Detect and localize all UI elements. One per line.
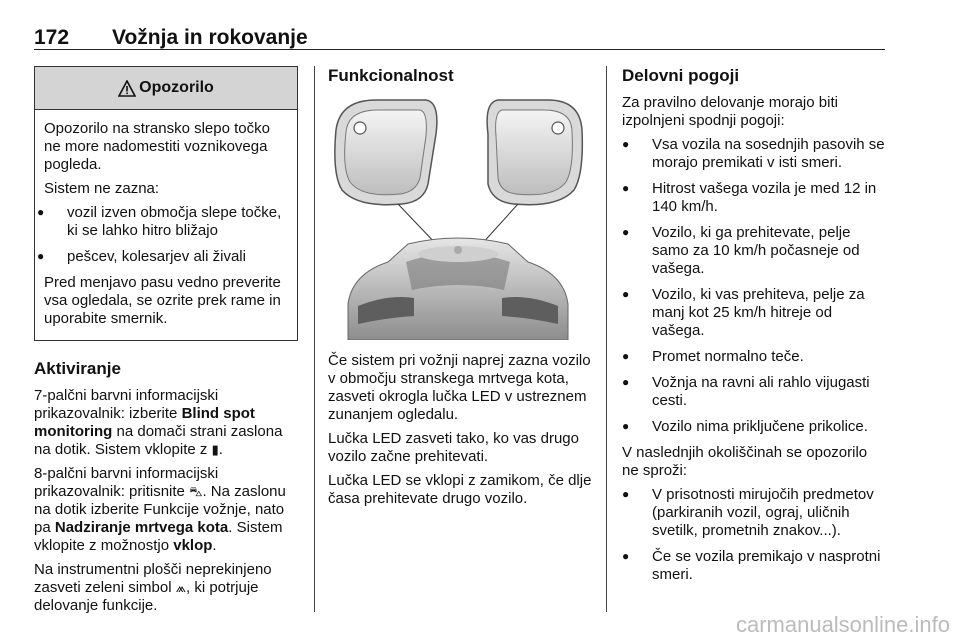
activation-paragraph-1 [34,387,302,459]
text-run: , ki potrjuje delovanje funkcije. [34,579,259,614]
warning-not-detect: Sistem ne zazna: [44,180,160,197]
option-vklop: vklop [173,537,213,554]
mirror-illustration [328,94,588,340]
menu-name-blind-spot: Blind spot monitoring [34,405,255,440]
text-run: . [212,537,217,554]
list-item: ● Hitrost vašega vozila je med 12 in 140 km/h. [620,180,886,216]
function-paragraph-3: Lučka LED se vklopi z zamikom, če dlje časa prehitevate drugo vozilo. [328,472,592,507]
warning-list [35,204,288,266]
list-item: ● Vozilo nima priključene prikolice. [620,418,886,436]
function-paragraph-1: Če sistem pri vožnji naprej zazna vozilo v območju stranskega mrtvega kota, zasveti okrogla lučka LED v ustreznem zunanjem ogledalu. [328,352,591,423]
text-run: 8-palčni barvni informacijski prikazovalnik: pritisnite [34,465,219,500]
blind-spot-symbol-icon: ⩕ [175,580,186,595]
list-item: ● Vožnja na ravni ali rahlo vijugasti cesti. [620,374,886,410]
column-right [622,66,886,592]
text-run: na domači strani zaslona na dotik. Sistem vklopite z [34,423,283,458]
list-item: ● vozil izven območja slepe točke, ki se lahko hitro bližajo [35,204,288,240]
function-paragraph-2: Lučka LED zasveti tako, ko vas drugo vozilo začne prehitevati. [328,430,579,465]
list-item: ● Vozilo, ki ga prehitevate, pelje samo za 10 km/h počasneje od vašega. [620,224,886,278]
conditions-heading: Delovni pogoji [622,66,740,85]
trigger-intro: V naslednjih okoliščinah se opozorilo ne sproži: [622,444,868,479]
watermark-url: carmanualsonline.info [735,612,950,637]
text-run: Na instrumentni plošči neprekinjeno zasveti zeleni simbol [34,561,272,596]
warning-intro: Opozorilo na stransko slepo točko ne more nadomestiti voznikovega pogleda. [44,120,270,173]
car-illustration [348,238,568,340]
conditions-intro: Za pravilno delovanje morajo biti izpolnjeni spodnji pogoji: [622,94,838,129]
column-middle [328,66,592,514]
warning-box [34,66,298,341]
function-heading: Funkcionalnost [328,66,454,85]
activation-paragraph-3 [34,561,302,615]
text-run: . [218,441,223,458]
list-item: ● Vsa vozila na sosednjih pasovih se morajo premikati v isti smeri. [620,136,886,172]
toggle-icon: ▮ [211,442,219,457]
column-divider-2 [606,66,607,612]
header-divider [34,49,885,50]
activation-heading: Aktiviranje [34,359,121,378]
warning-closing: Pred menjavo pasu vedno preverite vsa ogledala, se ozrite prek rame in uporabite smernik. [44,274,281,327]
conditions-list [620,136,886,436]
text-run: . Sistem vklopite z možnostjo [34,519,283,554]
right-mirror-icon [487,100,582,205]
list-item: ● pešcev, kolesarjev ali živali [35,248,288,266]
list-item: ● Vozilo, ki vas prehiteva, pelje za manj kot 25 km/h hitreje od vašega. [620,286,886,340]
list-item: ● Če se vozila premikajo v nasprotni smeri. [620,548,886,584]
warning-header [35,67,297,110]
page-title: Vožnja in rokovanje [112,26,308,49]
page-header [34,26,884,50]
car-icon: ⛍ [189,484,203,499]
text-run: 7-palčni barvni informacijski prikazovalnik: izberite [34,387,219,422]
column-left [34,66,302,621]
activation-paragraph-2 [34,465,302,555]
trigger-list [620,486,886,584]
page-number: 172 [34,26,70,49]
column-divider-1 [314,66,315,612]
text-run: . Na zaslonu na dotik izberite Funkcije vožnje, nato pa [34,483,286,536]
warning-body [35,110,297,340]
list-item: ● Promet normalno teče. [620,348,886,366]
warning-icon [118,80,136,97]
menu-name-nadziranje: Nadziranje mrtvega kota [54,519,229,536]
warning-title: Opozorilo [139,79,214,96]
left-mirror-icon [335,100,437,205]
list-item: ● V prisotnosti mirujočih predmetov (parkiranih vozil, ograj, uličnih svetilk, prometnih znakov...). [620,486,886,540]
